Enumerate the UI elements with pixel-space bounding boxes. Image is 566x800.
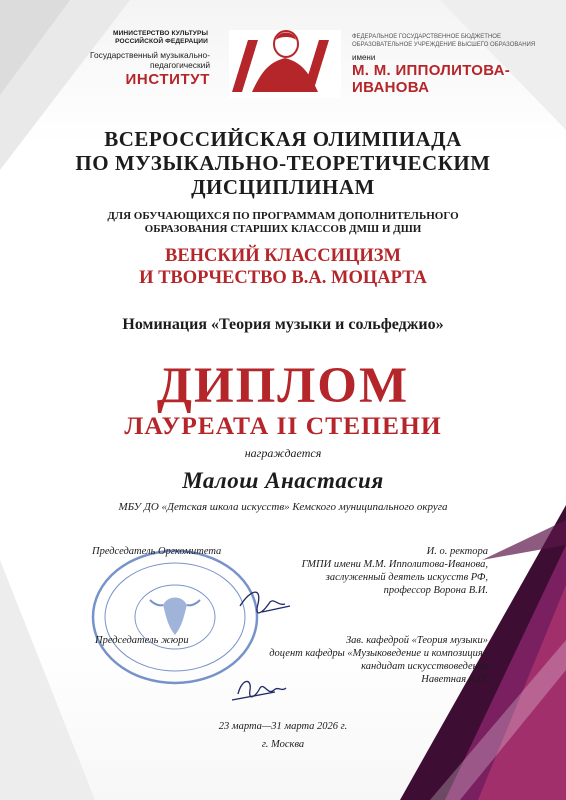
rector-line-2: ГМПИ имени М.М. Ипполитова-Иванова, bbox=[301, 559, 488, 570]
recipient-school: МБУ ДО «Детская школа искусств» Кемского муниципального округа bbox=[118, 501, 448, 513]
institute-namesake bbox=[352, 62, 562, 96]
institute-subtitle: Государственный музыкально-педагогический bbox=[90, 50, 210, 70]
federal-institution-label: ФЕДЕРАЛЬНОЕ ГОСУДАРСТВЕННОЕ БЮДЖЕТНОЕ ОБРАЗОВАТЕЛЬНОЕ УЧРЕЖДЕНИЕ ВЫСШЕГО ОБРАЗОВАНИЯ bbox=[352, 34, 536, 48]
ministry-name: МИНИСТЕРСТВО КУЛЬТУРЫ РОССИЙСКОЙ ФЕДЕРАЦИИ bbox=[113, 30, 208, 45]
title-line-3: ДИСЦИПЛИНАМ bbox=[191, 175, 375, 199]
institute-main-title: ИНСТИТУТ bbox=[125, 71, 210, 88]
namesake-line-2: ИВАНОВА bbox=[352, 79, 430, 96]
head-line-1: Зав. кафедрой «Теория музыки» bbox=[345, 635, 488, 646]
theme-line-1: ВЕНСКИЙ КЛАССИЦИЗМ bbox=[164, 246, 401, 266]
rector-line-4: профессор Ворона В.И. bbox=[383, 585, 488, 596]
nomination: Номинация «Теория музыки и сольфеджио» bbox=[122, 316, 444, 333]
recipient-name: Малош Анастасия bbox=[182, 468, 384, 493]
org-chair-title: Председатель Оргкомитета bbox=[92, 546, 222, 557]
official-stamp bbox=[93, 551, 257, 683]
svg-text:ИиИ: ИиИ bbox=[279, 92, 291, 98]
rector-line-1: И. о. ректора bbox=[426, 546, 488, 557]
olympiad-title bbox=[40, 127, 526, 199]
head-line-2: доцент кафедры «Музыковедение и композиция» bbox=[269, 648, 488, 659]
rector-line-3: заслуженный деятель искусств РФ, bbox=[325, 572, 488, 583]
date-and-place bbox=[150, 718, 416, 754]
subtitle-line-1: ДЛЯ ОБУЧАЮЩИХСЯ ПО ПРОГРАММАМ ДОПОЛНИТЕЛЬНОГО bbox=[107, 210, 459, 222]
olympiad-city: г. Москва bbox=[261, 739, 305, 750]
olympiad-subtitle bbox=[40, 210, 526, 236]
olympiad-dates: 23 марта—31 марта 2026 г. bbox=[218, 721, 348, 732]
namesake-line-1: М. М. ИППОЛИТОВА- bbox=[352, 62, 511, 79]
bottom-left-shape bbox=[0, 560, 95, 800]
head-line-3: кандидат искусствоведения bbox=[361, 661, 488, 672]
laureate-degree: ЛАУРЕАТА II СТЕПЕНИ bbox=[124, 411, 442, 440]
head-line-4: Наветная А.П. bbox=[421, 674, 488, 685]
title-line-1: ВСЕРОССИЙСКАЯ ОЛИМПИАДА bbox=[104, 127, 462, 151]
rector-block bbox=[276, 545, 488, 597]
title-line-2: ПО МУЗЫКАЛЬНО-ТЕОРЕТИЧЕСКИМ bbox=[75, 151, 491, 175]
subtitle-line-2: ОБРАЗОВАНИЯ СТАРШИХ КЛАССОВ ДМШ И ДШИ bbox=[144, 223, 422, 235]
head-of-department-block bbox=[236, 634, 488, 686]
awarded-label: награждается bbox=[244, 446, 322, 460]
institute-logo bbox=[229, 30, 341, 98]
jury-chair-title: Председатель жюри bbox=[95, 635, 189, 646]
theme-line-2: И ТВОРЧЕСТВО В.А. МОЦАРТА bbox=[139, 268, 427, 288]
diploma-heading: ДИПЛОМ bbox=[156, 358, 410, 414]
olympiad-theme bbox=[40, 245, 526, 289]
imeni-label: имени bbox=[352, 53, 376, 62]
